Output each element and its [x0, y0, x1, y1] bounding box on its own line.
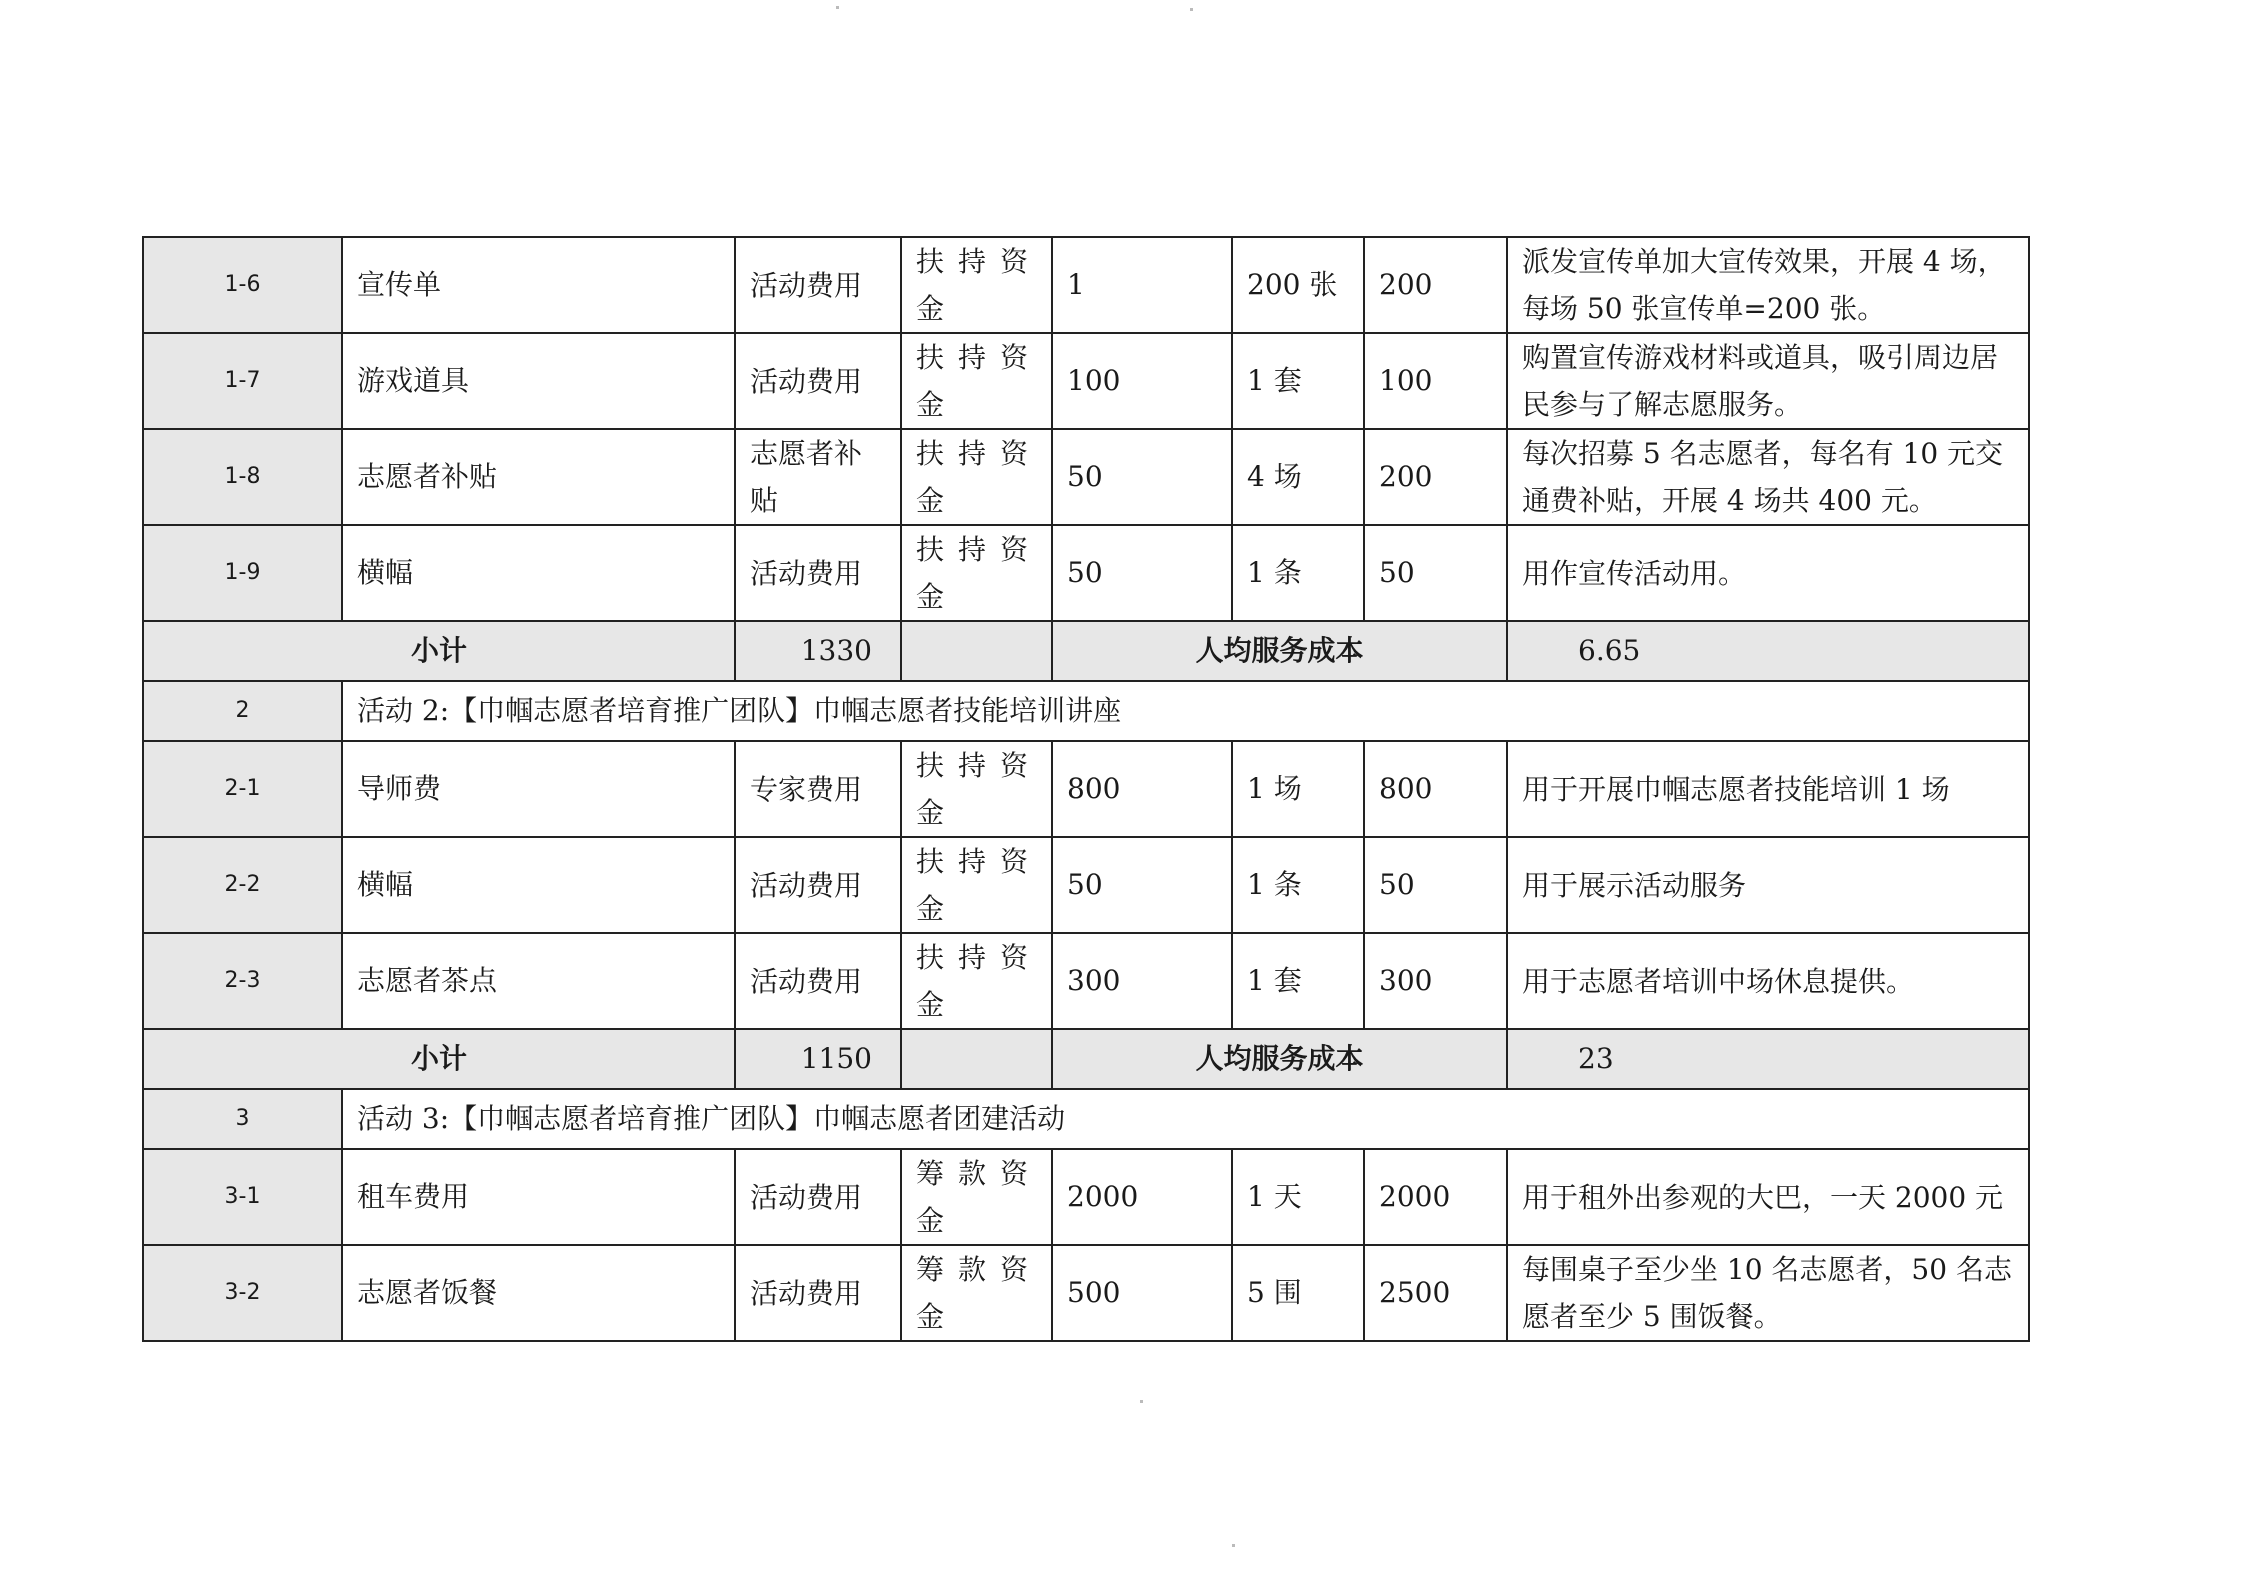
item-category-cell: 活动费用 — [735, 837, 901, 933]
budget-table-container — [142, 236, 2028, 1342]
unit-price-cell: 50 — [1052, 429, 1232, 525]
unit-price-cell: 800 — [1052, 741, 1232, 837]
item-name-cell: 游戏道具 — [342, 333, 735, 429]
budget-table — [142, 236, 2030, 1342]
item-total-cell: 200 — [1364, 237, 1507, 333]
item-note-cell: 购置宣传游戏材料或道具，吸引周边居民参与了解志愿服务。 — [1507, 333, 2029, 429]
activity-id-cell: 2 — [143, 681, 342, 741]
budget-item-row — [143, 237, 2029, 333]
unit-price-cell: 100 — [1052, 333, 1232, 429]
subtotal-blank-cell — [901, 1029, 1052, 1089]
subtotal-row — [143, 1029, 2029, 1089]
item-total-cell: 100 — [1364, 333, 1507, 429]
per-capita-cost-label-cell: 人均服务成本 — [1052, 621, 1507, 681]
scan-speck — [1140, 1400, 1143, 1403]
item-total-cell: 2500 — [1364, 1245, 1507, 1341]
quantity-cell: 4 场 — [1232, 429, 1364, 525]
item-note-cell: 用于展示活动服务 — [1507, 837, 2029, 933]
quantity-cell: 1 条 — [1232, 525, 1364, 621]
item-id-cell: 3-1 — [143, 1149, 342, 1245]
budget-item-row — [143, 1245, 2029, 1341]
funding-source-cell: 扶持资金 — [901, 837, 1052, 933]
item-total-cell: 200 — [1364, 429, 1507, 525]
item-total-cell: 50 — [1364, 525, 1507, 621]
item-id-cell: 2-2 — [143, 837, 342, 933]
per-capita-cost-value-cell: 6.65 — [1507, 621, 2029, 681]
subtotal-blank-cell — [901, 621, 1052, 681]
scan-speck — [1232, 1544, 1235, 1547]
item-category-cell: 活动费用 — [735, 525, 901, 621]
item-total-cell: 50 — [1364, 837, 1507, 933]
quantity-cell: 1 条 — [1232, 837, 1364, 933]
per-capita-cost-value-cell: 23 — [1507, 1029, 2029, 1089]
item-id-cell: 1-6 — [143, 237, 342, 333]
activity-id-cell: 3 — [143, 1089, 342, 1149]
item-total-cell: 2000 — [1364, 1149, 1507, 1245]
item-name-cell: 志愿者补贴 — [342, 429, 735, 525]
quantity-cell: 1 天 — [1232, 1149, 1364, 1245]
item-category-cell: 活动费用 — [735, 333, 901, 429]
unit-price-cell: 50 — [1052, 525, 1232, 621]
item-id-cell: 1-8 — [143, 429, 342, 525]
budget-item-row — [143, 933, 2029, 1029]
item-note-cell: 用于租外出参观的大巴，一天 2000 元 — [1507, 1149, 2029, 1245]
item-name-cell: 志愿者茶点 — [342, 933, 735, 1029]
item-name-cell: 宣传单 — [342, 237, 735, 333]
item-note-cell: 用于开展巾帼志愿者技能培训 1 场 — [1507, 741, 2029, 837]
item-name-cell: 租车费用 — [342, 1149, 735, 1245]
subtotal-label-cell: 小计 — [143, 621, 735, 681]
funding-source-cell: 扶持资金 — [901, 237, 1052, 333]
quantity-cell: 1 套 — [1232, 933, 1364, 1029]
budget-item-row — [143, 1149, 2029, 1245]
item-note-cell: 用于志愿者培训中场休息提供。 — [1507, 933, 2029, 1029]
funding-source-cell: 扶持资金 — [901, 933, 1052, 1029]
funding-source-cell: 扶持资金 — [901, 429, 1052, 525]
scan-speck — [836, 6, 839, 9]
quantity-cell: 1 套 — [1232, 333, 1364, 429]
activity-header-row — [143, 681, 2029, 741]
budget-item-row — [143, 525, 2029, 621]
unit-price-cell: 50 — [1052, 837, 1232, 933]
item-id-cell: 2-1 — [143, 741, 342, 837]
budget-item-row — [143, 837, 2029, 933]
funding-source-cell: 扶持资金 — [901, 333, 1052, 429]
subtotal-amount-cell: 1150 — [735, 1029, 901, 1089]
item-name-cell: 志愿者饭餐 — [342, 1245, 735, 1341]
activity-title-cell: 活动 2:【巾帼志愿者培育推广团队】巾帼志愿者技能培训讲座 — [342, 681, 2029, 741]
item-category-cell: 活动费用 — [735, 933, 901, 1029]
per-capita-cost-label-cell: 人均服务成本 — [1052, 1029, 1507, 1089]
subtotal-row — [143, 621, 2029, 681]
item-category-cell: 志愿者补贴 — [735, 429, 901, 525]
item-total-cell: 300 — [1364, 933, 1507, 1029]
item-note-cell: 用作宣传活动用。 — [1507, 525, 2029, 621]
item-note-cell: 每次招募 5 名志愿者，每名有 10 元交通费补贴，开展 4 场共 400 元。 — [1507, 429, 2029, 525]
funding-source-cell: 筹款资金 — [901, 1245, 1052, 1341]
budget-item-row — [143, 741, 2029, 837]
unit-price-cell: 500 — [1052, 1245, 1232, 1341]
funding-source-cell: 筹款资金 — [901, 1149, 1052, 1245]
item-id-cell: 2-3 — [143, 933, 342, 1029]
activity-title-cell: 活动 3:【巾帼志愿者培育推广团队】巾帼志愿者团建活动 — [342, 1089, 2029, 1149]
unit-price-cell: 300 — [1052, 933, 1232, 1029]
budget-item-row — [143, 429, 2029, 525]
activity-header-row — [143, 1089, 2029, 1149]
funding-source-cell: 扶持资金 — [901, 525, 1052, 621]
item-note-cell: 每围桌子至少坐 10 名志愿者，50 名志愿者至少 5 围饭餐。 — [1507, 1245, 2029, 1341]
item-id-cell: 1-9 — [143, 525, 342, 621]
item-category-cell: 专家费用 — [735, 741, 901, 837]
unit-price-cell: 1 — [1052, 237, 1232, 333]
subtotal-label-cell: 小计 — [143, 1029, 735, 1089]
quantity-cell: 5 围 — [1232, 1245, 1364, 1341]
quantity-cell: 200 张 — [1232, 237, 1364, 333]
item-category-cell: 活动费用 — [735, 1149, 901, 1245]
unit-price-cell: 2000 — [1052, 1149, 1232, 1245]
item-name-cell: 横幅 — [342, 837, 735, 933]
item-id-cell: 3-2 — [143, 1245, 342, 1341]
item-id-cell: 1-7 — [143, 333, 342, 429]
quantity-cell: 1 场 — [1232, 741, 1364, 837]
scan-speck — [1190, 8, 1193, 11]
budget-item-row — [143, 333, 2029, 429]
item-note-cell: 派发宣传单加大宣传效果，开展 4 场，每场 50 张宣传单=200 张。 — [1507, 237, 2029, 333]
item-category-cell: 活动费用 — [735, 237, 901, 333]
item-category-cell: 活动费用 — [735, 1245, 901, 1341]
item-name-cell: 横幅 — [342, 525, 735, 621]
item-name-cell: 导师费 — [342, 741, 735, 837]
funding-source-cell: 扶持资金 — [901, 741, 1052, 837]
subtotal-amount-cell: 1330 — [735, 621, 901, 681]
item-total-cell: 800 — [1364, 741, 1507, 837]
